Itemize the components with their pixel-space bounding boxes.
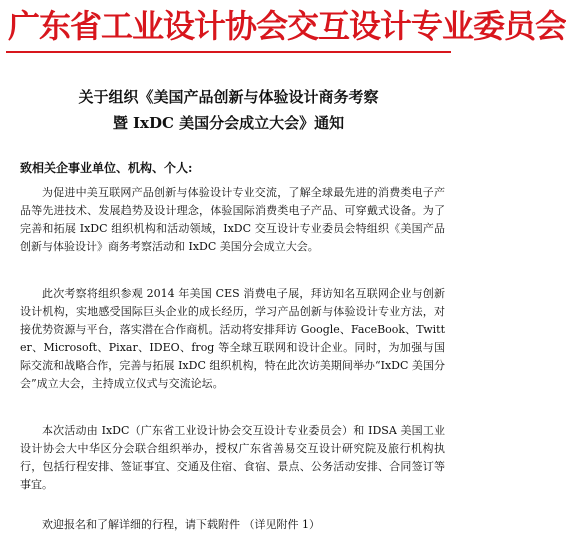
salutation: 致相关企事业单位、机构、个人: xyxy=(20,161,193,175)
paragraph-organizers: 本次活动由 IxDC（广东省工业设计协会交互设计专业委员会）和 IDSA 美国工业设计协会大中华区分会联合组织举办，授权广东省善易交互设计研究院及旅行机构执行，包括行程安排、签证事宜、交通及住宿、食宿、景点、公务活动安排、合同签订等事宜。 xyxy=(20,424,445,491)
letterhead-divider xyxy=(6,51,451,53)
notice-title-line-1: 关于组织《美国产品创新与体验设计商务考察 xyxy=(78,88,379,106)
letterhead-org-name: 广东省工业设计协会交互设计专业委员会 xyxy=(8,7,566,45)
paragraph-purpose: 为促进中美互联网产品创新与体验设计专业交流，了解全球最先进的消费类电子产品等先进技术、发展趋势及设计理念，体验国际消费类电子产品、可穿戴式设备。为了完善和拓展 IxDC 组织机构和活动领域，IxDC 交互设计专业委员会特组织《美国产品创新与体验设计》商务考察活动和 IxDC 美国分会成立大会。 xyxy=(20,186,445,253)
notice-title-line-2: 暨 IxDC 美国分会成立大会》通知 xyxy=(112,114,345,132)
paragraph-registration: 欢迎报名和了解详细的行程，请下载附件 （详见附件 1） xyxy=(42,518,320,531)
paragraph-itinerary: 此次考察将组织参观 2014 年美国 CES 消费电子展，拜访知名互联网企业与创新设计机构，实地感受国际巨头企业的成长经历，学习产品创新与体验设计专业方法，对接优势资源与平台，落实潜在合作商机。活动将安排拜访 Google、FaceBook、Twitter、Microsoft、Pixar、IDEO、frog 等全球互联网和设计企业。同时，为加强与国际交流和战略合作，完善与拓展 IxDC 组织机构，特在此次访美期间举办“IxDC 美国分会”成立大会，主持成立仪式与交流论坛。 xyxy=(20,287,445,390)
